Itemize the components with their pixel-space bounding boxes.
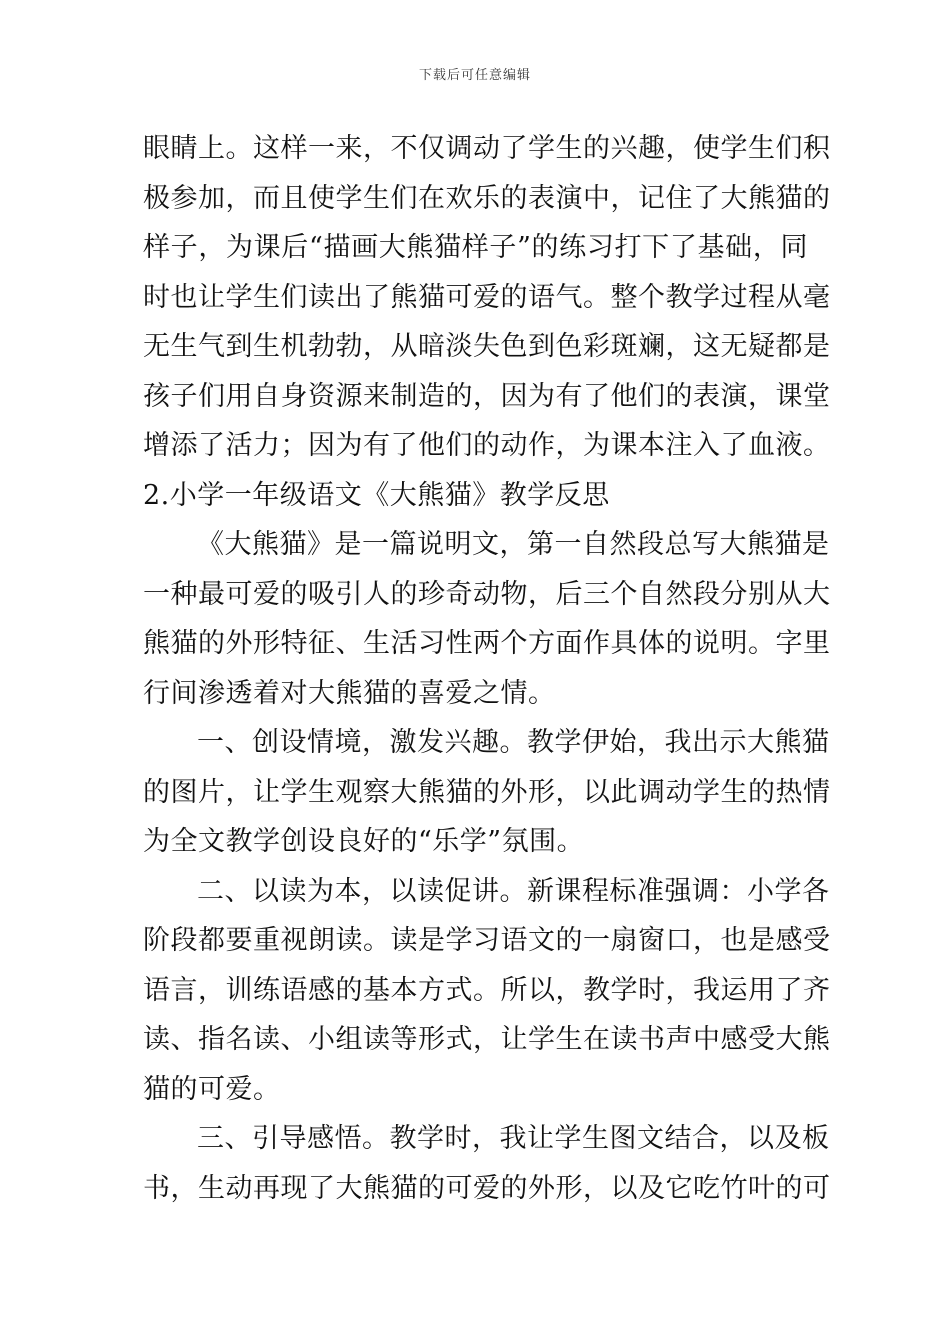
text-line: 为全文教学创设良好的“乐学”氛围。 bbox=[143, 826, 585, 857]
document-body bbox=[143, 124, 831, 1213]
paragraph-5 bbox=[143, 1114, 831, 1213]
text-line: 行间渗透着对大熊猫的喜爱之情。 bbox=[143, 677, 556, 709]
paragraph-1 bbox=[143, 124, 831, 471]
text-line: 增添了活力；因为有了他们的动作，为课本注入了血液。 bbox=[143, 430, 831, 461]
text-line: 样子，为课后“描画大熊猫样子”的练习打下了基础，同 bbox=[143, 232, 808, 263]
paragraph-2 bbox=[143, 520, 831, 718]
text-line: 猫的可爱。 bbox=[143, 1073, 281, 1105]
section-heading bbox=[143, 471, 808, 521]
paragraph-3 bbox=[143, 718, 831, 867]
text-line: 孩子们用自身资源来制造的，因为有了他们的表演，课堂 bbox=[143, 380, 831, 412]
text-line: 极参加，而且使学生们在欢乐的表演中，记住了大熊猫的 bbox=[143, 182, 831, 214]
text-line: 《大熊猫》是一篇说明文，第一自然段总写大熊猫是 bbox=[197, 529, 830, 560]
heading-text: 2.小学一年级语文《大熊猫》教学反思 bbox=[143, 479, 610, 511]
text-line: 时也让学生们读出了熊猫可爱的语气。整个教学过程从毫 bbox=[143, 281, 831, 313]
page-header: 下载后可任意编辑 bbox=[418, 68, 531, 83]
text-line: 三、引导感悟。教学时，我让学生图文结合，以及板 bbox=[197, 1123, 830, 1154]
text-line: 一、创设情境，激发兴趣。教学伊始，我出示大熊猫 bbox=[197, 727, 830, 758]
text-line: 一种最可爱的吸引人的珍奇动物，后三个自然段分别从大 bbox=[143, 578, 831, 610]
text-line: 的图片，让学生观察大熊猫的外形，以此调动学生的热情 bbox=[143, 776, 831, 808]
text-line: 书，生动再现了大熊猫的可爱的外形，以及它吃竹叶的可 bbox=[143, 1172, 831, 1204]
text-line: 二、以读为本，以读促讲。新课程标准强调：小学各 bbox=[197, 875, 830, 907]
paragraph-4 bbox=[143, 867, 831, 1115]
text-line: 读、指名读、小组读等形式，让学生在读书声中感受大熊 bbox=[143, 1024, 831, 1055]
text-line: 眼睛上。这样一来，不仅调动了学生的兴趣，使学生们积 bbox=[143, 133, 831, 164]
text-line: 阶段都要重视朗读。读是学习语文的一扇窗口，也是感受 bbox=[143, 925, 831, 956]
text-line: 语言，训练语感的基本方式。所以，教学时，我运用了齐 bbox=[143, 974, 831, 1006]
text-line: 熊猫的外形特征、生活习性两个方面作具体的说明。字里 bbox=[143, 628, 831, 659]
text-line: 无生气到生机勃勃，从暗淡失色到色彩斑斓，这无疑都是 bbox=[143, 331, 831, 362]
